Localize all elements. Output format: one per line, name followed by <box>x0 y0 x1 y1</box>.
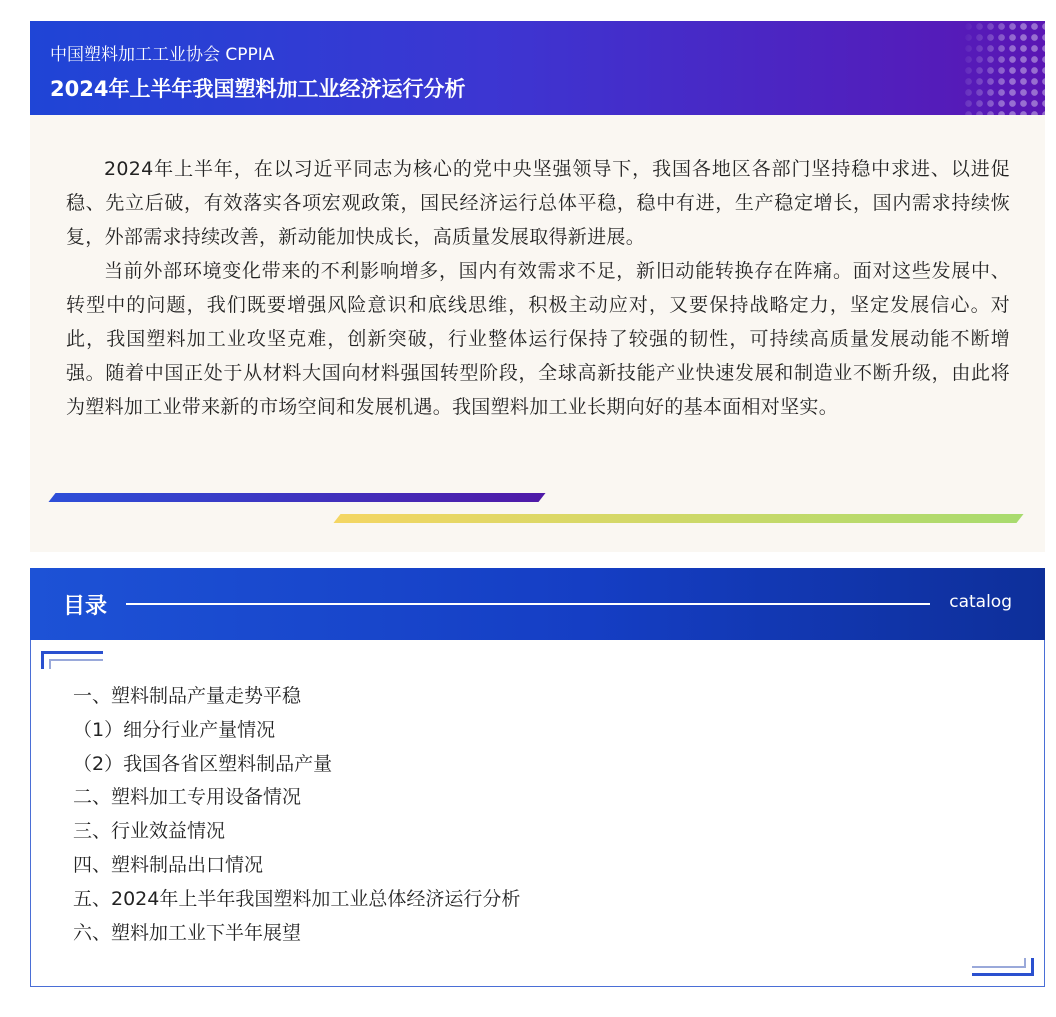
decorative-bar-yellow-green <box>333 514 1023 523</box>
toc-item[interactable]: 二、塑料加工专用设备情况 <box>73 786 302 809</box>
toc-item[interactable]: （1）细分行业产量情况 <box>73 718 276 741</box>
corner-bracket-top-left <box>41 651 103 669</box>
intro-paragraph-1: 2024年上半年，在以习近平同志为核心的党中央坚强领导下，我国各地区各部门坚持稳中求进、以进促稳、先立后破，有效落实各项宏观政策，国民经济运行总体平稳，稳中有进，生产稳定增长，国内需求持续恢复，外部需求持续改善，新动能加快成长，高质量发展取得新进展。 <box>66 158 1010 248</box>
catalog-subtitle: catalog <box>949 592 1012 612</box>
toc-item[interactable]: 六、塑料加工业下半年展望 <box>73 921 302 944</box>
corner-bracket-bottom-right <box>972 958 1034 976</box>
catalog-title: 目录 <box>63 594 108 619</box>
intro-text <box>66 152 1010 424</box>
decorative-bar-blue <box>48 493 545 502</box>
toc-item[interactable]: 一、塑料制品产量走势平稳 <box>73 685 302 707</box>
catalog-header <box>30 568 1045 640</box>
intro-paragraph-2: 当前外部环境变化带来的不利影响增多，国内有效需求不足，新旧动能转换存在阵痛。面对这些发展中、转型中的问题，我们既要增强风险意识和底线思维，积极主动应对，又要保持战略定力，坚定发展信心。对此，我国塑料加工业攻坚克难，创新突破，行业整体运行保持了较强的韧性，可持续高质量发展动能不断增强。随着中国正处于从材料大国向材料强国转型阶段，全球高新技能产业快速发展和制造业不断升级，由此将为塑料加工业带来新的市场空间和发展机遇。我国塑料加工业长期向好的基本面相对坚实。 <box>66 260 1010 418</box>
catalog-divider-line <box>126 603 930 605</box>
table-of-contents <box>73 680 520 950</box>
header-banner <box>30 21 1045 115</box>
toc-item[interactable]: 三、行业效益情况 <box>73 820 226 843</box>
toc-item[interactable]: （2）我国各省区塑料制品产量 <box>73 752 333 775</box>
dot-pattern-decoration <box>963 21 1045 115</box>
article-title: 2024年上半年我国塑料加工业经济运行分析 <box>50 77 466 101</box>
catalog-body <box>30 640 1045 987</box>
toc-item[interactable]: 五、2024年上半年我国塑料加工业总体经济运行分析 <box>73 887 521 910</box>
toc-item[interactable]: 四、塑料制品出口情况 <box>73 853 264 876</box>
organization-name: 中国塑料加工工业协会 CPPIA <box>50 45 275 65</box>
intro-section <box>30 115 1045 552</box>
